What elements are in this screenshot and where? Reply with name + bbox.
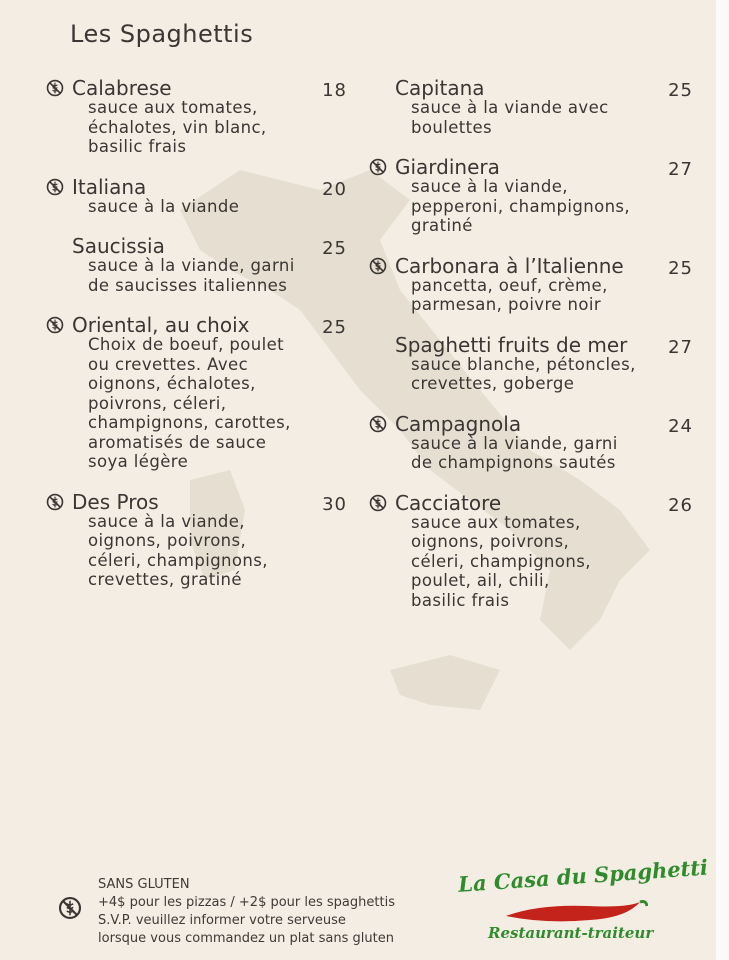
menu-item-price: 25 [322, 317, 347, 338]
description-line: gratiné [411, 216, 473, 235]
menu-item-price: 24 [668, 415, 693, 437]
menu-item-description [395, 355, 697, 394]
legend-title: SANS GLUTEN [98, 877, 190, 892]
menu-item-price: 18 [322, 80, 347, 101]
menu-item [46, 174, 351, 217]
menu-item-name: Capitana [395, 76, 485, 100]
description-line: basilic frais [411, 590, 510, 610]
gluten-free-icon [46, 178, 64, 196]
page-edge [716, 0, 729, 960]
gluten-free-icon [46, 79, 64, 97]
logo-tagline: Restaurant-traiteur [488, 924, 654, 942]
description-line: sauce aux tomates, [411, 512, 581, 532]
menu-item-name: Des Pros [72, 489, 159, 514]
logo-name: La Casa du Spaghetti [457, 854, 709, 897]
description-line: sauce à la viande, [411, 177, 568, 196]
description-line: de saucisses italiennes [88, 275, 288, 295]
menu-item [46, 489, 351, 590]
menu-item [369, 157, 697, 236]
menu-item-price: 25 [322, 238, 347, 259]
menu-item-name: Calabrese [72, 76, 172, 100]
menu-item [369, 490, 697, 611]
menu-item-price: 20 [322, 178, 347, 200]
description-line: sauce blanche, pétoncles, [411, 354, 636, 374]
description-line: parmesan, poivre noir [411, 295, 602, 314]
gluten-free-icon [369, 415, 387, 433]
description-line: céleri, champignons, [88, 550, 268, 570]
menu-item-name: Campagnola [395, 411, 522, 436]
menu-item-name: Carbonara à l’Italienne [395, 253, 624, 278]
gluten-free-icon [46, 316, 64, 334]
menu-item-description [395, 513, 697, 611]
description-line: aromatisés de sauce [88, 432, 267, 452]
description-line: crevettes, gratiné [88, 570, 242, 589]
description-line: sauce à la viande, [88, 511, 245, 531]
menu-item-price: 27 [668, 336, 693, 358]
description-line: oignons, poivrons, [411, 532, 570, 551]
menu-item-description [72, 256, 351, 295]
menu-item-price: 25 [668, 257, 693, 279]
menu-item-description [395, 98, 697, 137]
menu-item-price: 30 [322, 493, 347, 515]
description-line: sauce à la viande, garni [88, 256, 295, 275]
description-line: poulet, ail, chili, [411, 571, 550, 590]
menu-item-description [395, 434, 697, 473]
description-line: sauce aux tomates, [88, 98, 258, 117]
menu-item-name: Oriental, au choix [72, 313, 250, 337]
gluten-free-icon [369, 158, 387, 176]
menu-item [46, 78, 351, 157]
description-line: soya légère [88, 452, 189, 471]
description-line: ou crevettes. Avec [88, 354, 249, 374]
description-line: basilic frais [88, 137, 187, 156]
legend-surcharge: +4$ pour les pizzas / +2$ pour les spaghettis [98, 895, 395, 910]
menu-column-left [46, 78, 351, 610]
menu-item-name: Italiana [72, 174, 147, 199]
description-line: oignons, poivrons, [88, 531, 247, 550]
restaurant-logo [457, 854, 709, 950]
menu-item-name: Spaghetti fruits de mer [395, 332, 628, 357]
menu-item [369, 253, 697, 315]
gluten-free-icon [369, 494, 387, 512]
description-line: boulettes [411, 117, 493, 137]
menu-item-description [395, 177, 697, 236]
menu-item [46, 236, 351, 295]
page-title: Les Spaghettis [70, 20, 254, 48]
description-line: sauce à la viande avec [411, 98, 609, 117]
gluten-free-icon [369, 257, 387, 275]
menu-item-description [72, 335, 351, 472]
description-line: Choix de boeuf, poulet [88, 335, 285, 354]
description-line: sauce à la viande [88, 196, 240, 216]
description-line: oignons, échalotes, [88, 374, 256, 393]
description-line: crevettes, goberge [411, 374, 575, 393]
description-line: céleri, champignons, [411, 551, 591, 571]
menu-item-name: Cacciatore [395, 490, 502, 515]
description-line: poivrons, céleri, [88, 393, 227, 413]
menu-item-description [72, 98, 351, 157]
menu-item [369, 411, 697, 473]
legend-note-1: S.V.P. veuillez informer votre serveuse [98, 913, 346, 928]
legend-note-2: lorsque vous commandez un plat sans gluten [98, 931, 394, 946]
menu-column-right [369, 78, 697, 630]
menu-item [369, 332, 697, 394]
description-line: champignons, carottes, [88, 413, 291, 432]
description-line: de champignons sautés [411, 453, 616, 472]
description-line: sauce à la viande, garni [411, 433, 618, 453]
description-line: pancetta, oeuf, crème, [411, 275, 608, 295]
description-line: pepperoni, champignons, [411, 196, 631, 216]
description-line: échalotes, vin blanc, [88, 117, 267, 137]
gluten-free-icon [46, 493, 64, 511]
menu-item-price: 27 [668, 159, 693, 180]
menu-item-description [395, 276, 697, 315]
menu-item [46, 315, 351, 472]
menu-item-description [72, 197, 351, 217]
menu-item-description [72, 512, 351, 590]
menu-item-name: Saucissia [72, 234, 165, 258]
gluten-free-icon [58, 896, 82, 920]
menu-item-price: 25 [668, 80, 693, 101]
menu-item-name: Giardinera [395, 155, 500, 179]
menu-item-price: 26 [668, 494, 693, 516]
chili-pepper-icon [498, 898, 648, 926]
menu-item [369, 78, 697, 137]
